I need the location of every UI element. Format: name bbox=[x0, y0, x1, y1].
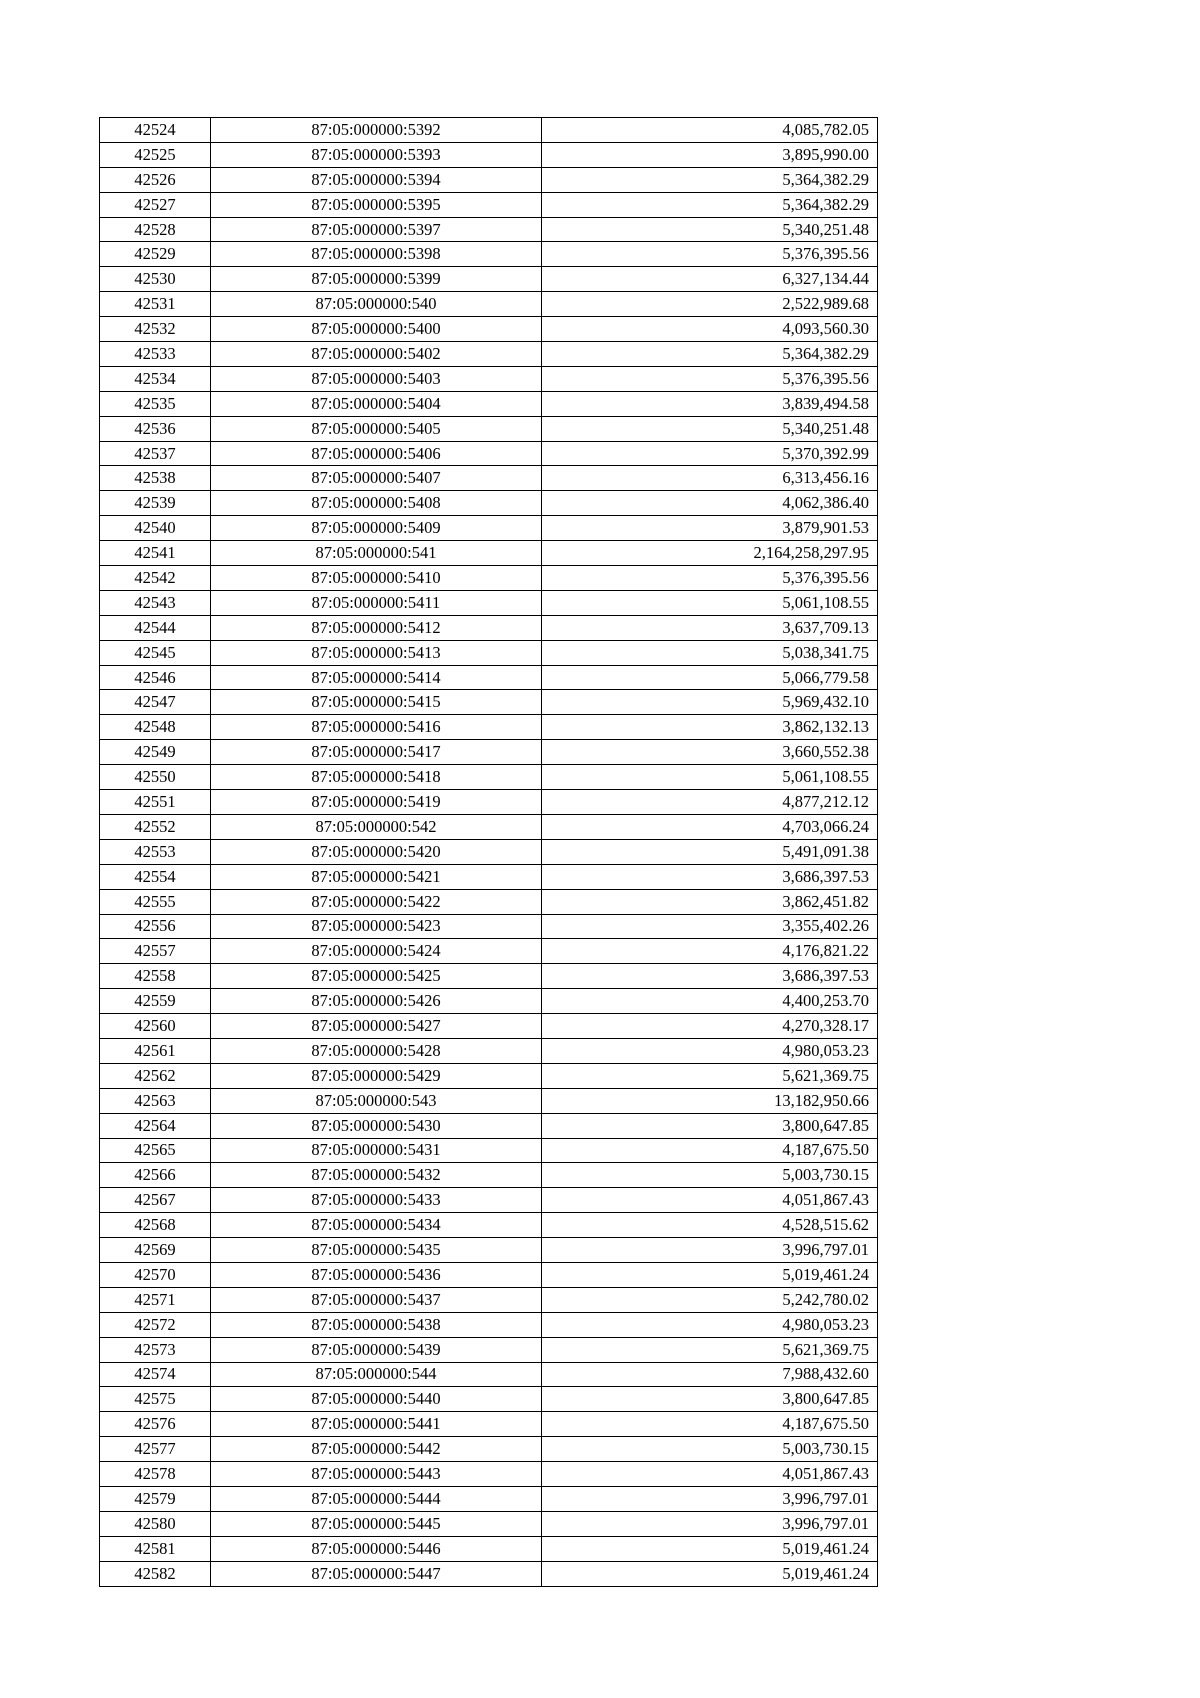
table-row bbox=[100, 615, 878, 640]
row-number-cell: 42544 bbox=[100, 615, 211, 640]
row-number-cell: 42562 bbox=[100, 1063, 211, 1088]
cadastral-number-cell: 87:05:000000:5400 bbox=[211, 317, 542, 342]
row-number-cell: 42531 bbox=[100, 292, 211, 317]
cadastral-number-cell: 87:05:000000:5397 bbox=[211, 217, 542, 242]
cadastral-value-cell: 5,621,369.75 bbox=[542, 1063, 878, 1088]
table-row bbox=[100, 1362, 878, 1387]
row-number-cell: 42570 bbox=[100, 1262, 211, 1287]
cadastral-number-cell: 87:05:000000:5446 bbox=[211, 1536, 542, 1561]
cadastral-value-cell: 4,528,515.62 bbox=[542, 1213, 878, 1238]
row-number-cell: 42553 bbox=[100, 839, 211, 864]
table-row bbox=[100, 765, 878, 790]
row-number-cell: 42554 bbox=[100, 864, 211, 889]
cadastral-value-cell: 3,686,397.53 bbox=[542, 964, 878, 989]
cadastral-number-cell: 87:05:000000:5406 bbox=[211, 441, 542, 466]
row-number-cell: 42537 bbox=[100, 441, 211, 466]
table-row bbox=[100, 118, 878, 143]
row-number-cell: 42582 bbox=[100, 1561, 211, 1586]
cadastral-number-cell: 87:05:000000:5408 bbox=[211, 491, 542, 516]
cadastral-value-cell: 6,313,456.16 bbox=[542, 466, 878, 491]
cadastral-value-cell: 4,187,675.50 bbox=[542, 1138, 878, 1163]
table-row bbox=[100, 1138, 878, 1163]
table-row bbox=[100, 516, 878, 541]
table-row bbox=[100, 1038, 878, 1063]
table-row bbox=[100, 317, 878, 342]
row-number-cell: 42564 bbox=[100, 1113, 211, 1138]
cadastral-value-cell: 5,491,091.38 bbox=[542, 839, 878, 864]
cadastral-value-cell: 5,364,382.29 bbox=[542, 167, 878, 192]
cadastral-number-cell: 87:05:000000:5431 bbox=[211, 1138, 542, 1163]
cadastral-number-cell: 87:05:000000:5393 bbox=[211, 142, 542, 167]
row-number-cell: 42529 bbox=[100, 242, 211, 267]
cadastral-number-cell: 87:05:000000:5435 bbox=[211, 1238, 542, 1263]
cadastral-value-cell: 4,270,328.17 bbox=[542, 1014, 878, 1039]
row-number-cell: 42566 bbox=[100, 1163, 211, 1188]
cadastral-number-cell: 87:05:000000:5445 bbox=[211, 1511, 542, 1536]
table-row bbox=[100, 1262, 878, 1287]
cadastral-value-table bbox=[99, 117, 878, 1587]
row-number-cell: 42526 bbox=[100, 167, 211, 192]
table-row bbox=[100, 1462, 878, 1487]
table-row bbox=[100, 217, 878, 242]
cadastral-value-cell: 3,800,647.85 bbox=[542, 1387, 878, 1412]
row-number-cell: 42578 bbox=[100, 1462, 211, 1487]
cadastral-number-cell: 87:05:000000:540 bbox=[211, 292, 542, 317]
table-row bbox=[100, 914, 878, 939]
cadastral-number-cell: 87:05:000000:5438 bbox=[211, 1312, 542, 1337]
cadastral-value-cell: 3,879,901.53 bbox=[542, 516, 878, 541]
table-row bbox=[100, 740, 878, 765]
cadastral-number-cell: 87:05:000000:5447 bbox=[211, 1561, 542, 1586]
cadastral-value-cell: 4,062,386.40 bbox=[542, 491, 878, 516]
cadastral-value-cell: 3,862,132.13 bbox=[542, 715, 878, 740]
row-number-cell: 42565 bbox=[100, 1138, 211, 1163]
cadastral-number-cell: 87:05:000000:5398 bbox=[211, 242, 542, 267]
cadastral-value-cell: 5,019,461.24 bbox=[542, 1262, 878, 1287]
table-row bbox=[100, 715, 878, 740]
cadastral-number-cell: 87:05:000000:5419 bbox=[211, 790, 542, 815]
table-row bbox=[100, 814, 878, 839]
row-number-cell: 42572 bbox=[100, 1312, 211, 1337]
cadastral-value-cell: 3,996,797.01 bbox=[542, 1511, 878, 1536]
table-row bbox=[100, 1561, 878, 1586]
cadastral-value-cell: 3,996,797.01 bbox=[542, 1238, 878, 1263]
table-row bbox=[100, 167, 878, 192]
cadastral-number-cell: 87:05:000000:5441 bbox=[211, 1412, 542, 1437]
row-number-cell: 42571 bbox=[100, 1287, 211, 1312]
cadastral-number-cell: 87:05:000000:5411 bbox=[211, 590, 542, 615]
cadastral-value-cell: 6,327,134.44 bbox=[542, 267, 878, 292]
cadastral-value-cell: 5,376,395.56 bbox=[542, 566, 878, 591]
table-row bbox=[100, 1511, 878, 1536]
cadastral-number-cell: 87:05:000000:5442 bbox=[211, 1437, 542, 1462]
cadastral-value-cell: 5,364,382.29 bbox=[542, 342, 878, 367]
cadastral-number-cell: 87:05:000000:5444 bbox=[211, 1486, 542, 1511]
cadastral-number-cell: 87:05:000000:5423 bbox=[211, 914, 542, 939]
cadastral-number-cell: 87:05:000000:5394 bbox=[211, 167, 542, 192]
cadastral-number-cell: 87:05:000000:5439 bbox=[211, 1337, 542, 1362]
table-row bbox=[100, 541, 878, 566]
row-number-cell: 42545 bbox=[100, 640, 211, 665]
table-row bbox=[100, 292, 878, 317]
cadastral-value-cell: 4,980,053.23 bbox=[542, 1312, 878, 1337]
cadastral-value-cell: 5,061,108.55 bbox=[542, 590, 878, 615]
cadastral-value-cell: 13,182,950.66 bbox=[542, 1088, 878, 1113]
cadastral-number-cell: 87:05:000000:5437 bbox=[211, 1287, 542, 1312]
cadastral-value-cell: 5,340,251.48 bbox=[542, 416, 878, 441]
row-number-cell: 42551 bbox=[100, 790, 211, 815]
table-row bbox=[100, 416, 878, 441]
cadastral-value-cell: 5,003,730.15 bbox=[542, 1163, 878, 1188]
cadastral-value-cell: 4,703,066.24 bbox=[542, 814, 878, 839]
cadastral-value-cell: 5,364,382.29 bbox=[542, 192, 878, 217]
cadastral-value-cell: 4,400,253.70 bbox=[542, 989, 878, 1014]
table-row bbox=[100, 242, 878, 267]
row-number-cell: 42550 bbox=[100, 765, 211, 790]
table-row bbox=[100, 590, 878, 615]
table-row bbox=[100, 267, 878, 292]
table-row bbox=[100, 1063, 878, 1088]
table-row bbox=[100, 1412, 878, 1437]
cadastral-value-cell: 5,061,108.55 bbox=[542, 765, 878, 790]
cadastral-value-cell: 5,376,395.56 bbox=[542, 366, 878, 391]
cadastral-value-cell: 4,085,782.05 bbox=[542, 118, 878, 143]
cadastral-number-cell: 87:05:000000:5404 bbox=[211, 391, 542, 416]
row-number-cell: 42542 bbox=[100, 566, 211, 591]
cadastral-number-cell: 87:05:000000:5414 bbox=[211, 665, 542, 690]
cadastral-value-cell: 4,051,867.43 bbox=[542, 1462, 878, 1487]
cadastral-number-cell: 87:05:000000:5434 bbox=[211, 1213, 542, 1238]
table-row bbox=[100, 441, 878, 466]
cadastral-number-cell: 87:05:000000:5433 bbox=[211, 1188, 542, 1213]
row-number-cell: 42535 bbox=[100, 391, 211, 416]
row-number-cell: 42539 bbox=[100, 491, 211, 516]
table-row bbox=[100, 1312, 878, 1337]
cadastral-value-cell: 3,862,451.82 bbox=[542, 889, 878, 914]
row-number-cell: 42543 bbox=[100, 590, 211, 615]
cadastral-number-cell: 87:05:000000:5425 bbox=[211, 964, 542, 989]
cadastral-number-cell: 87:05:000000:5405 bbox=[211, 416, 542, 441]
table-body bbox=[100, 118, 878, 1587]
cadastral-number-cell: 87:05:000000:5410 bbox=[211, 566, 542, 591]
cadastral-number-cell: 87:05:000000:5409 bbox=[211, 516, 542, 541]
cadastral-number-cell: 87:05:000000:5416 bbox=[211, 715, 542, 740]
cadastral-number-cell: 87:05:000000:5412 bbox=[211, 615, 542, 640]
table-row bbox=[100, 466, 878, 491]
cadastral-value-cell: 5,376,395.56 bbox=[542, 242, 878, 267]
row-number-cell: 42552 bbox=[100, 814, 211, 839]
cadastral-value-cell: 2,164,258,297.95 bbox=[542, 541, 878, 566]
row-number-cell: 42524 bbox=[100, 118, 211, 143]
table-row bbox=[100, 1387, 878, 1412]
cadastral-number-cell: 87:05:000000:5424 bbox=[211, 939, 542, 964]
row-number-cell: 42555 bbox=[100, 889, 211, 914]
cadastral-value-cell: 3,800,647.85 bbox=[542, 1113, 878, 1138]
table-row bbox=[100, 790, 878, 815]
table-row bbox=[100, 939, 878, 964]
table-row bbox=[100, 889, 878, 914]
cadastral-value-cell: 5,370,392.99 bbox=[542, 441, 878, 466]
cadastral-number-cell: 87:05:000000:5436 bbox=[211, 1262, 542, 1287]
row-number-cell: 42534 bbox=[100, 366, 211, 391]
table-row bbox=[100, 1536, 878, 1561]
row-number-cell: 42536 bbox=[100, 416, 211, 441]
cadastral-number-cell: 87:05:000000:5429 bbox=[211, 1063, 542, 1088]
row-number-cell: 42546 bbox=[100, 665, 211, 690]
table-row bbox=[100, 864, 878, 889]
row-number-cell: 42527 bbox=[100, 192, 211, 217]
cadastral-number-cell: 87:05:000000:543 bbox=[211, 1088, 542, 1113]
table-row bbox=[100, 690, 878, 715]
cadastral-value-cell: 4,187,675.50 bbox=[542, 1412, 878, 1437]
row-number-cell: 42533 bbox=[100, 342, 211, 367]
cadastral-value-cell: 2,522,989.68 bbox=[542, 292, 878, 317]
cadastral-value-cell: 5,340,251.48 bbox=[542, 217, 878, 242]
row-number-cell: 42567 bbox=[100, 1188, 211, 1213]
row-number-cell: 42540 bbox=[100, 516, 211, 541]
row-number-cell: 42573 bbox=[100, 1337, 211, 1362]
row-number-cell: 42574 bbox=[100, 1362, 211, 1387]
cadastral-number-cell: 87:05:000000:5421 bbox=[211, 864, 542, 889]
cadastral-value-cell: 4,980,053.23 bbox=[542, 1038, 878, 1063]
cadastral-value-cell: 4,093,560.30 bbox=[542, 317, 878, 342]
row-number-cell: 42556 bbox=[100, 914, 211, 939]
cadastral-value-cell: 3,686,397.53 bbox=[542, 864, 878, 889]
table-row bbox=[100, 839, 878, 864]
cadastral-value-cell: 5,969,432.10 bbox=[542, 690, 878, 715]
row-number-cell: 42561 bbox=[100, 1038, 211, 1063]
row-number-cell: 42558 bbox=[100, 964, 211, 989]
table-row bbox=[100, 192, 878, 217]
cadastral-value-cell: 3,895,990.00 bbox=[542, 142, 878, 167]
row-number-cell: 42576 bbox=[100, 1412, 211, 1437]
cadastral-value-cell: 5,019,461.24 bbox=[542, 1536, 878, 1561]
cadastral-number-cell: 87:05:000000:5432 bbox=[211, 1163, 542, 1188]
table-row bbox=[100, 989, 878, 1014]
cadastral-number-cell: 87:05:000000:5392 bbox=[211, 118, 542, 143]
cadastral-value-cell: 5,019,461.24 bbox=[542, 1561, 878, 1586]
cadastral-value-cell: 3,660,552.38 bbox=[542, 740, 878, 765]
cadastral-number-cell: 87:05:000000:5418 bbox=[211, 765, 542, 790]
cadastral-number-cell: 87:05:000000:5443 bbox=[211, 1462, 542, 1487]
table-row bbox=[100, 1163, 878, 1188]
cadastral-value-cell: 5,621,369.75 bbox=[542, 1337, 878, 1362]
cadastral-number-cell: 87:05:000000:5413 bbox=[211, 640, 542, 665]
cadastral-number-cell: 87:05:000000:542 bbox=[211, 814, 542, 839]
table-row bbox=[100, 366, 878, 391]
cadastral-number-cell: 87:05:000000:544 bbox=[211, 1362, 542, 1387]
row-number-cell: 42557 bbox=[100, 939, 211, 964]
cadastral-number-cell: 87:05:000000:5430 bbox=[211, 1113, 542, 1138]
table-row bbox=[100, 665, 878, 690]
table-row bbox=[100, 142, 878, 167]
cadastral-number-cell: 87:05:000000:5395 bbox=[211, 192, 542, 217]
cadastral-value-cell: 4,877,212.12 bbox=[542, 790, 878, 815]
cadastral-number-cell: 87:05:000000:5417 bbox=[211, 740, 542, 765]
table-row bbox=[100, 1014, 878, 1039]
row-number-cell: 42548 bbox=[100, 715, 211, 740]
cadastral-value-cell: 5,003,730.15 bbox=[542, 1437, 878, 1462]
cadastral-number-cell: 87:05:000000:5415 bbox=[211, 690, 542, 715]
cadastral-number-cell: 87:05:000000:5428 bbox=[211, 1038, 542, 1063]
table-row bbox=[100, 1113, 878, 1138]
row-number-cell: 42579 bbox=[100, 1486, 211, 1511]
table-row bbox=[100, 1238, 878, 1263]
row-number-cell: 42530 bbox=[100, 267, 211, 292]
row-number-cell: 42569 bbox=[100, 1238, 211, 1263]
cadastral-value-cell: 4,051,867.43 bbox=[542, 1188, 878, 1213]
cadastral-value-cell: 5,242,780.02 bbox=[542, 1287, 878, 1312]
cadastral-number-cell: 87:05:000000:541 bbox=[211, 541, 542, 566]
cadastral-number-cell: 87:05:000000:5426 bbox=[211, 989, 542, 1014]
cadastral-value-cell: 3,355,402.26 bbox=[542, 914, 878, 939]
cadastral-number-cell: 87:05:000000:5403 bbox=[211, 366, 542, 391]
table-row bbox=[100, 1088, 878, 1113]
table-row bbox=[100, 391, 878, 416]
row-number-cell: 42563 bbox=[100, 1088, 211, 1113]
row-number-cell: 42575 bbox=[100, 1387, 211, 1412]
cadastral-number-cell: 87:05:000000:5420 bbox=[211, 839, 542, 864]
row-number-cell: 42547 bbox=[100, 690, 211, 715]
row-number-cell: 42577 bbox=[100, 1437, 211, 1462]
cadastral-value-cell: 5,066,779.58 bbox=[542, 665, 878, 690]
table-row bbox=[100, 566, 878, 591]
table-row bbox=[100, 640, 878, 665]
row-number-cell: 42525 bbox=[100, 142, 211, 167]
table-row bbox=[100, 491, 878, 516]
table-row bbox=[100, 1188, 878, 1213]
row-number-cell: 42541 bbox=[100, 541, 211, 566]
cadastral-number-cell: 87:05:000000:5427 bbox=[211, 1014, 542, 1039]
cadastral-value-cell: 7,988,432.60 bbox=[542, 1362, 878, 1387]
cadastral-number-cell: 87:05:000000:5422 bbox=[211, 889, 542, 914]
table-row bbox=[100, 1337, 878, 1362]
table-row bbox=[100, 1486, 878, 1511]
cadastral-number-cell: 87:05:000000:5440 bbox=[211, 1387, 542, 1412]
cadastral-value-cell: 4,176,821.22 bbox=[542, 939, 878, 964]
row-number-cell: 42560 bbox=[100, 1014, 211, 1039]
cadastral-value-cell: 3,996,797.01 bbox=[542, 1486, 878, 1511]
row-number-cell: 42549 bbox=[100, 740, 211, 765]
row-number-cell: 42559 bbox=[100, 989, 211, 1014]
row-number-cell: 42532 bbox=[100, 317, 211, 342]
row-number-cell: 42538 bbox=[100, 466, 211, 491]
cadastral-number-cell: 87:05:000000:5402 bbox=[211, 342, 542, 367]
row-number-cell: 42528 bbox=[100, 217, 211, 242]
row-number-cell: 42580 bbox=[100, 1511, 211, 1536]
cadastral-number-cell: 87:05:000000:5407 bbox=[211, 466, 542, 491]
table-row bbox=[100, 342, 878, 367]
cadastral-value-cell: 3,637,709.13 bbox=[542, 615, 878, 640]
cadastral-number-cell: 87:05:000000:5399 bbox=[211, 267, 542, 292]
table-row bbox=[100, 1287, 878, 1312]
table-row bbox=[100, 964, 878, 989]
table-row bbox=[100, 1437, 878, 1462]
cadastral-value-cell: 5,038,341.75 bbox=[542, 640, 878, 665]
table-row bbox=[100, 1213, 878, 1238]
row-number-cell: 42568 bbox=[100, 1213, 211, 1238]
row-number-cell: 42581 bbox=[100, 1536, 211, 1561]
cadastral-value-cell: 3,839,494.58 bbox=[542, 391, 878, 416]
